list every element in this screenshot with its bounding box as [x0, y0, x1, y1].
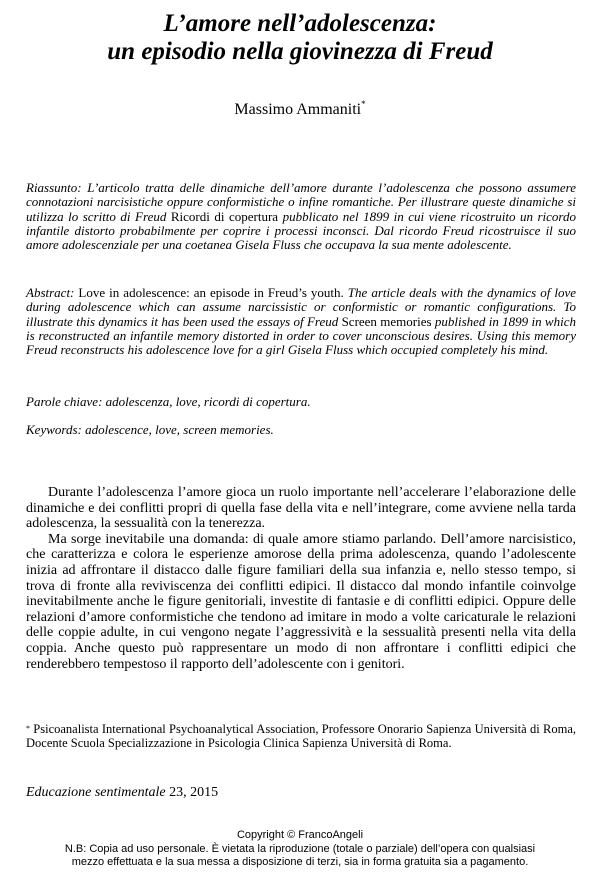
copyright-line-2: N.B: Copia ad uso personale. È vietata la riproduzione (totale o parziale) dell’opera con qualsiasi — [64, 842, 536, 855]
abstract-text-1: The article deals with the dynamics of love during adolescence which can assume narcissistic or conformistic or romantic configurations. To illustrate this dynamics it has been used the essays of Freud — [26, 285, 576, 329]
copyright-line-1: Copyright © FrancoAngeli — [236, 829, 364, 841]
parole-chiave: Parole chiave: adolescenza, love, ricordi di copertura. — [26, 394, 311, 409]
keywords: Keywords: adolescence, love, screen memories. — [26, 422, 274, 437]
journal-citation — [26, 786, 576, 800]
riassunto-text-2: pubblicato nel 1899 in cui viene ricostruito un ricordo infantile distorto probabilmente per coprire i processi inconsci. Dal ricordo Freud ricostruisce il suo amore adolescenziale per una coetanea Gisela Fluss che occupava la sua mente adolescente. — [26, 208, 576, 253]
journal-name: Educazione sentimentale — [26, 785, 166, 800]
abstract-label: Abstract: — [26, 285, 79, 300]
footnote-text: Psicoanalista International Psychoanalytical Association, Professore Onorario Sapienza Università di Roma, Docente Scuola Specializzazione in Psicologia Clinica Sapienza Università di Roma. — [26, 722, 576, 750]
riassunto-work-title: Ricordi di copertura — [170, 208, 279, 224]
body-text — [26, 485, 576, 672]
abstract-english-title: Love in adolescence: an episode in Freud’s youth. — [78, 285, 344, 300]
body-paragraph: Ma sorge inevitabile una domanda: di quale amore stiamo parlando. Dell’amore narcisistico, che caratterizza e colora le esperienze amorose della prima adolescenza, quando l’adolescente inizia ad affrontare il distacco dalle figure familiari della sua infanzia e, nello stesso tempo, si trova di fronte alla reviviscenza dei conflitti edipici. Il distacco dal mondo infantile coinvolge inevitabilmente anche le figure genitoriali, investite di fantasie e di conflitti edipici. Oppure delle relazioni d’amore conformistiche che tendono ad imitare in modo a volte caricaturale le relazioni delle coppie adulte, in cui vengono negate l’aggressività e la sessualità presenti nella vita della coppia. Anche questo può rappresentare un modo di non affrontare i conflitti edipici che renderebbero tempestoso il rapporto dell’adolescente con i genitori. — [26, 531, 576, 672]
footnote-mark: * — [26, 724, 30, 733]
author-footnote-mark[interactable]: * — [361, 99, 366, 109]
title-line-2: un episodio nella giovinezza di Freud — [107, 38, 493, 65]
title-line-1: L’amore nell’adolescenza: — [163, 10, 437, 37]
copyright-line-3: mezzo effettuata e la sua messa a disposizione di terzi, sia in forma gratuita sia a pagamento. — [71, 856, 529, 868]
author-name: Massimo Ammaniti — [234, 101, 362, 118]
abstract-section — [26, 286, 576, 357]
abstract-text-2: published in 1899 in which is reconstructed an infantile memory distorted in order to cover unconscious desires. Using this memory Freud reconstructs his adolescence love for a girl Gisela Fluss which occupied completely his mind. — [26, 313, 576, 358]
riassunto-section — [26, 181, 576, 252]
abstract-work-title: Screen memories — [341, 313, 432, 329]
author-line — [0, 101, 600, 119]
copyright-notice — [0, 829, 600, 870]
riassunto-text-1: Riassunto: L’articolo tratta delle dinamiche dell’amore durante l’adolescenza che possono assumere connotazioni narcisistiche oppure conformistiche o infine romantiche. Per illustrare queste dinamiche si utilizza lo scritto di Freud — [26, 180, 576, 224]
body-paragraph: Durante l’adolescenza l’amore gioca un ruolo importante nell’accelerare l’elaborazione delle dinamiche e dei conflitti propri di quella fase della vita e nell’integrare, come avviene nella tarda adolescenza, la sessualità con la tenerezza. — [26, 485, 576, 532]
author-footnote — [26, 722, 576, 750]
article-title — [0, 10, 600, 66]
journal-issue: 23, 2015 — [165, 785, 219, 800]
